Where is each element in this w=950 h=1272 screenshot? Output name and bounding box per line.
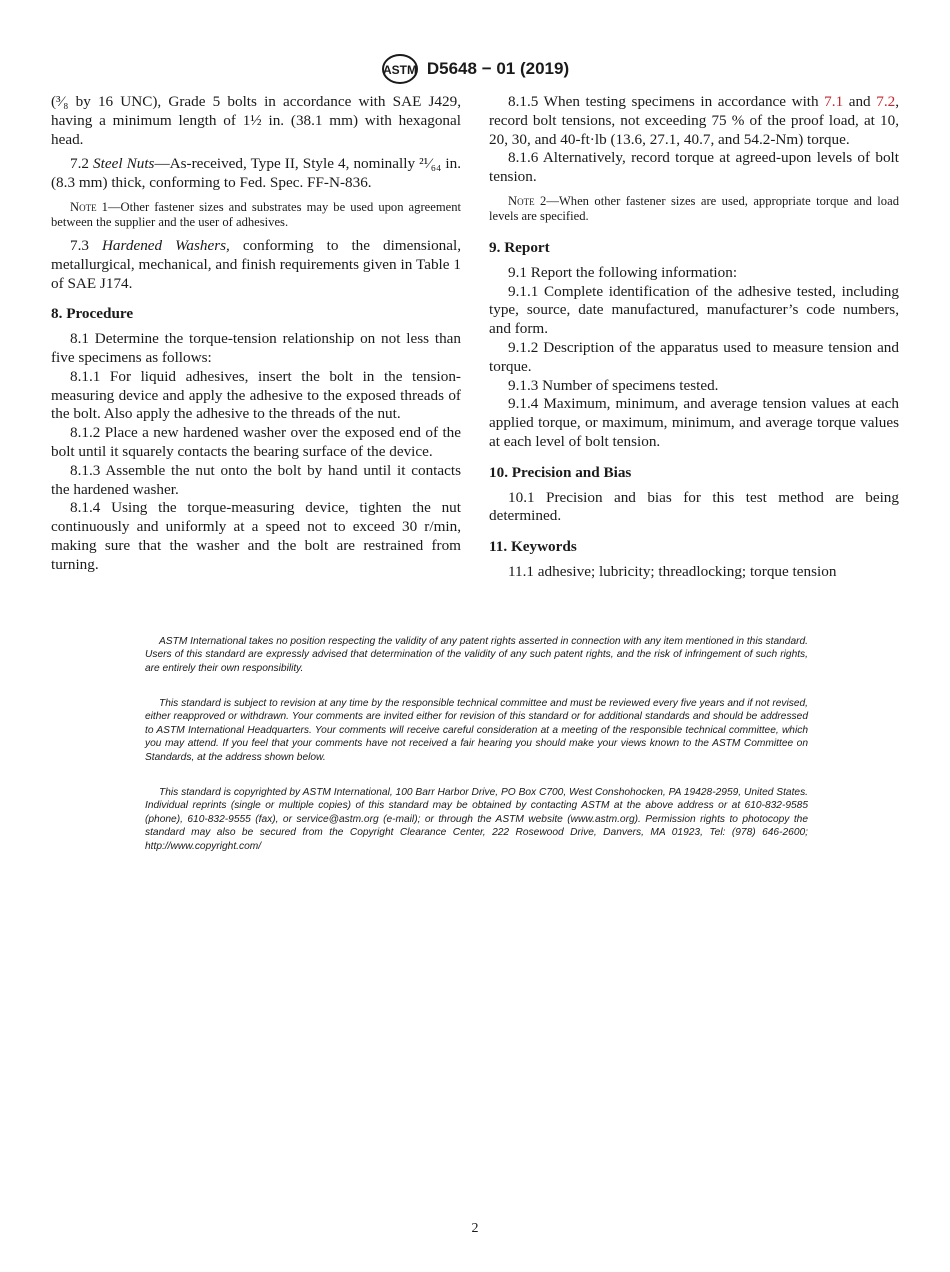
svg-text:ASTM: ASTM xyxy=(382,63,417,77)
document-code: D5648 − 01 (2019) xyxy=(426,59,570,78)
footer-copyright-notice: This standard is copyrighted by ASTM International, 100 Barr Harbor Drive, PO Box C700, West Conshohocken, PA 19428-2959, United States. Individual reprints (single or multiple copies) of this standard may be obtained by contacting ASTM at the above address or at 610-832-9585 (phone), 610-832-9555 (fax), or service@astm.org (e-mail); or through the ASTM website (www.astm.org). Permission rights to photocopy the standard may also be secured from the Copyright Clearance Center, 222 Rosewood Drive, Danvers, MA 01923, Tel: (978) 646-2600; http://www.copyright.com/ xyxy=(145,787,808,852)
section-heading-report: 9. Report xyxy=(489,238,550,256)
section-heading-keywords: 11. Keywords xyxy=(489,538,577,556)
paragraph-7-3: 7.3 Hardened Washers, conforming to the dimensional, metallurgical, mechanical, and finish requirements given in Table 1 of SAE J174. xyxy=(51,236,462,292)
right-column xyxy=(489,93,899,582)
paragraph-11-1: 11.1 adhesive; lubricity; threadlocking; torque tension xyxy=(508,562,837,580)
paragraph-8-1-6: 8.1.6 Alternatively, record torque at agreed-upon levels of bolt tension. xyxy=(489,149,899,186)
paragraph-8-1-5: 8.1.5 When testing specimens in accordance with 7.1 and 7.2, record bolt tensions, not exceeding 75 % of the proof load, at 10, 20, 30, and 40-ft·lb (13.6, 27.1, 40.7, and 54.2-Nm) torque. xyxy=(489,93,899,148)
paragraph-8-1-2: 8.1.2 Place a new hardened washer over the exposed end of the bolt until it squarely contacts the bearing surface of the device. xyxy=(51,424,461,460)
paragraph-8-1-1: 8.1.1 For liquid adhesives, insert the bolt in the tension-measuring device and apply the adhesive to the exposed threads of the bolt. Also apply the adhesive to the threads of the nut. xyxy=(51,367,461,423)
link-7-1[interactable]: 7.1 xyxy=(824,93,844,110)
paragraph-9-1-1: 9.1.1 Complete identification of the adhesive tested, including type, source, date manufactured, manufacturer’s code numbers, and form. xyxy=(489,282,899,338)
paragraph-9-1: 9.1 Report the following information: xyxy=(508,263,738,281)
paragraph-7-2: 7.2 Steel Nuts—As-received, Type II, Style 4, nominally ²¹⁄₆₄ in. (8.3 mm) thick, conforming to Fed. Spec. FF-N-836. xyxy=(51,155,461,192)
note-1: Note 1—Other fastener sizes and substrates may be used upon agreement between the supplier and the user of adhesives. xyxy=(51,199,461,230)
section-heading-precision-bias: 10. Precision and Bias xyxy=(489,463,632,481)
paragraph-8-1-3: 8.1.3 Assemble the nut onto the bolt by hand until it contacts the hardened washer. xyxy=(51,461,461,498)
page-number: 2 xyxy=(471,1221,479,1236)
footer-patent-notice: ASTM International takes no position respecting the validity of any patent rights asserted in connection with any item mentioned in this standard. Users of this standard are expressly advised that determination of the validity of any such patent rights, and the risk of infringement of such rights, are entirely their own responsibility. xyxy=(145,636,808,674)
astm-logo-icon xyxy=(381,53,419,85)
paragraph-8-1: 8.1 Determine the torque-tension relationship on not less than five specimens as follows: xyxy=(51,330,461,366)
paragraph-9-1-4: 9.1.4 Maximum, minimum, and average tension values at each applied torque, or maximum, minimum, and average torque values at each level of bolt tension. xyxy=(489,395,899,450)
note-2: Note 2—When other fastener sizes are used, appropriate torque and load levels are specified. xyxy=(489,193,899,224)
paragraph-10-1: 10.1 Precision and bias for this test method are being determined. xyxy=(489,488,899,525)
paragraph-9-1-3: 9.1.3 Number of specimens tested. xyxy=(508,376,719,394)
left-column xyxy=(51,93,461,575)
section-heading-procedure: 8. Procedure xyxy=(51,305,134,323)
footer-revision-notice: This standard is subject to revision at any time by the responsible technical committee and must be reviewed every five years and if not revised, either reapproved or withdrawn. Your comments are invited either for revision of this standard or for additional standards and should be addressed to ASTM International Headquarters. Your comments will receive careful consideration at a meeting of the responsible technical committee, which you may attend. If you feel that your comments have not received a fair hearing you should make your views known to the ASTM Committee on Standards, at the address shown below. xyxy=(145,698,808,763)
page-header xyxy=(0,52,950,86)
paragraph-7-1-cont: (³⁄₈ by 16 UNC), Grade 5 bolts in accordance with SAE J429, having a minimum length of 1½ in. (38.1 mm) with hexagonal head. xyxy=(51,93,461,148)
link-7-2[interactable]: 7.2 xyxy=(876,93,896,110)
paragraph-9-1-2: 9.1.2 Description of the apparatus used to measure tension and torque. xyxy=(489,338,899,375)
paragraph-8-1-4: 8.1.4 Using the torque-measuring device, tighten the nut continuously and uniformly at a speed not to exceed 30 r/min, making sure that the washer and the bolt are restrained from turning. xyxy=(51,499,461,573)
